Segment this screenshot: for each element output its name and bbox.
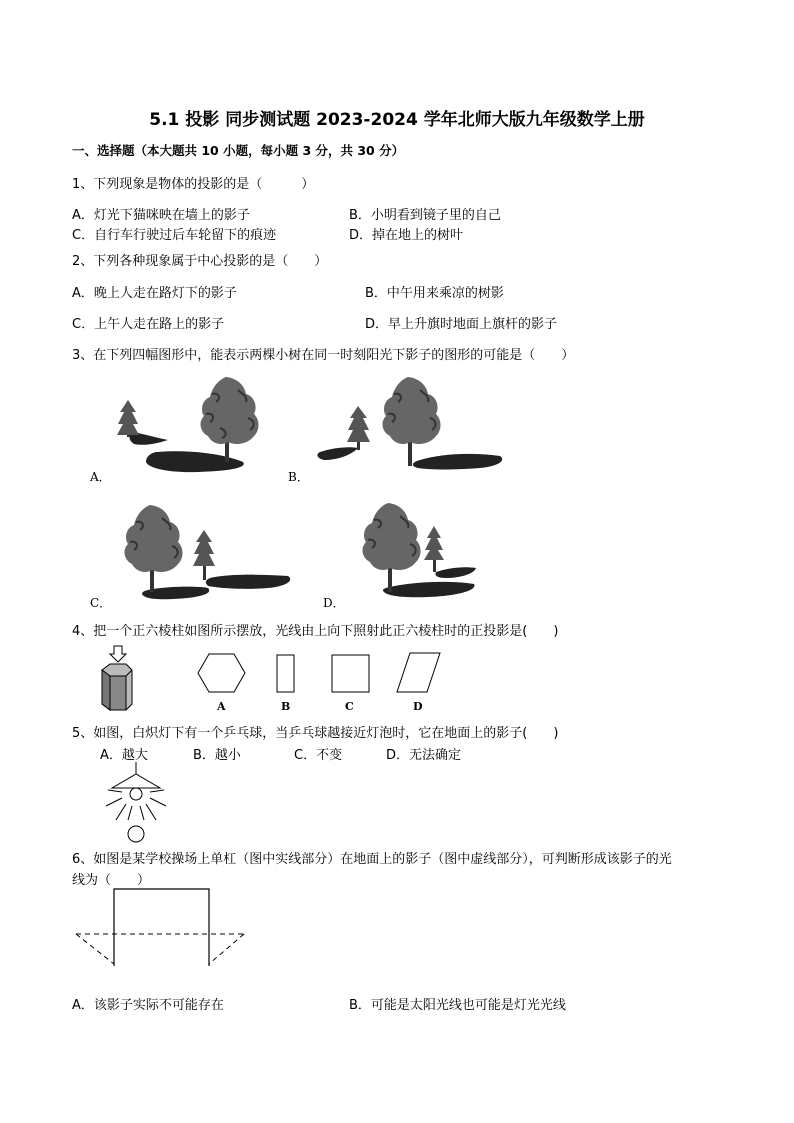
question-3-label-c[interactable]: C． <box>90 596 112 610</box>
question-5-option-c[interactable]: C．不变 <box>294 748 343 763</box>
question-4-label-c: C <box>345 700 354 713</box>
question-3-figure-b <box>310 372 510 472</box>
question-3-figure-c <box>118 502 298 602</box>
lamp-and-ball-figure <box>100 762 170 844</box>
horizontal-bar-shadow-figure <box>72 888 248 968</box>
question-1-option-d[interactable]: D．掉在地上的树叶 <box>349 228 464 243</box>
question-1-option-c[interactable]: C．自行车行驶过后车轮留下的痕迹 <box>72 228 277 243</box>
question-4-stem: 4、把一个正六棱柱如图所示摆放，光线由上向下照射此正六棱柱时的正投影是( ) <box>72 624 559 639</box>
question-4-label-a: A <box>217 700 226 713</box>
question-6-option-a[interactable]: A．该影子实际不可能存在 <box>72 998 224 1013</box>
question-5-stem: 5、如图，白炽灯下有一个乒乓球，当乒乓球越接近灯泡时，它在地面上的影子( ) <box>72 726 559 741</box>
question-2-option-c[interactable]: C．上午人走在路上的影子 <box>72 317 225 332</box>
question-5-option-a[interactable]: A．越大 <box>100 748 148 763</box>
question-3-label-b[interactable]: B． <box>288 470 309 484</box>
question-5-option-d[interactable]: D．无法确定 <box>386 748 462 763</box>
question-3-label-d[interactable]: D． <box>323 596 345 610</box>
option-b-narrow-rectangle[interactable] <box>276 654 296 694</box>
question-4-label-b: B <box>281 700 291 713</box>
question-3-figure-a <box>108 372 278 476</box>
question-2-option-b[interactable]: B．中午用来乘凉的树影 <box>365 286 504 301</box>
question-2-option-a[interactable]: A．晚上人走在路灯下的影子 <box>72 286 237 301</box>
question-1-option-a[interactable]: A．灯光下猫咪映在墙上的影子 <box>72 208 250 223</box>
question-3-label-a[interactable]: A． <box>90 470 111 484</box>
option-c-square[interactable] <box>331 654 371 694</box>
option-a-hexagon[interactable] <box>197 652 247 694</box>
question-6-stem-line-1: 6、如图是某学校操场上单杠（图中实线部分）在地面上的影子（图中虚线部分），可判断形成该影子的光 <box>72 852 672 867</box>
question-6-option-b[interactable]: B．可能是太阳光线也可能是灯光光线 <box>349 998 566 1013</box>
question-3-stem: 3、在下列四幅图形中，能表示两棵小树在同一时刻阳光下影子的图形的可能是（ ） <box>72 348 575 363</box>
question-3-figure-d <box>348 498 528 602</box>
hexagonal-prism-figure <box>98 644 138 714</box>
question-1-option-b[interactable]: B．小明看到镜子里的自己 <box>349 208 501 223</box>
option-d-parallelogram[interactable] <box>396 652 442 694</box>
question-4-label-d: D <box>413 700 423 713</box>
section-heading: 一、选择题（本大题共 10 小题，每小题 3 分，共 30 分） <box>72 143 405 158</box>
question-2-option-d[interactable]: D．早上升旗时地面上旗杆的影子 <box>365 317 558 332</box>
question-5-option-b[interactable]: B．越小 <box>193 748 241 763</box>
page-title: 5.1 投影 同步测试题 2023-2024 学年北师大版九年级数学上册 <box>149 110 645 130</box>
question-2-stem: 2、下列各种现象属于中心投影的是（ ） <box>72 254 328 269</box>
question-6-stem-line-2: 线为（ ） <box>72 873 151 888</box>
question-1-stem: 1、下列现象是物体的投影的是（ ） <box>72 177 315 192</box>
